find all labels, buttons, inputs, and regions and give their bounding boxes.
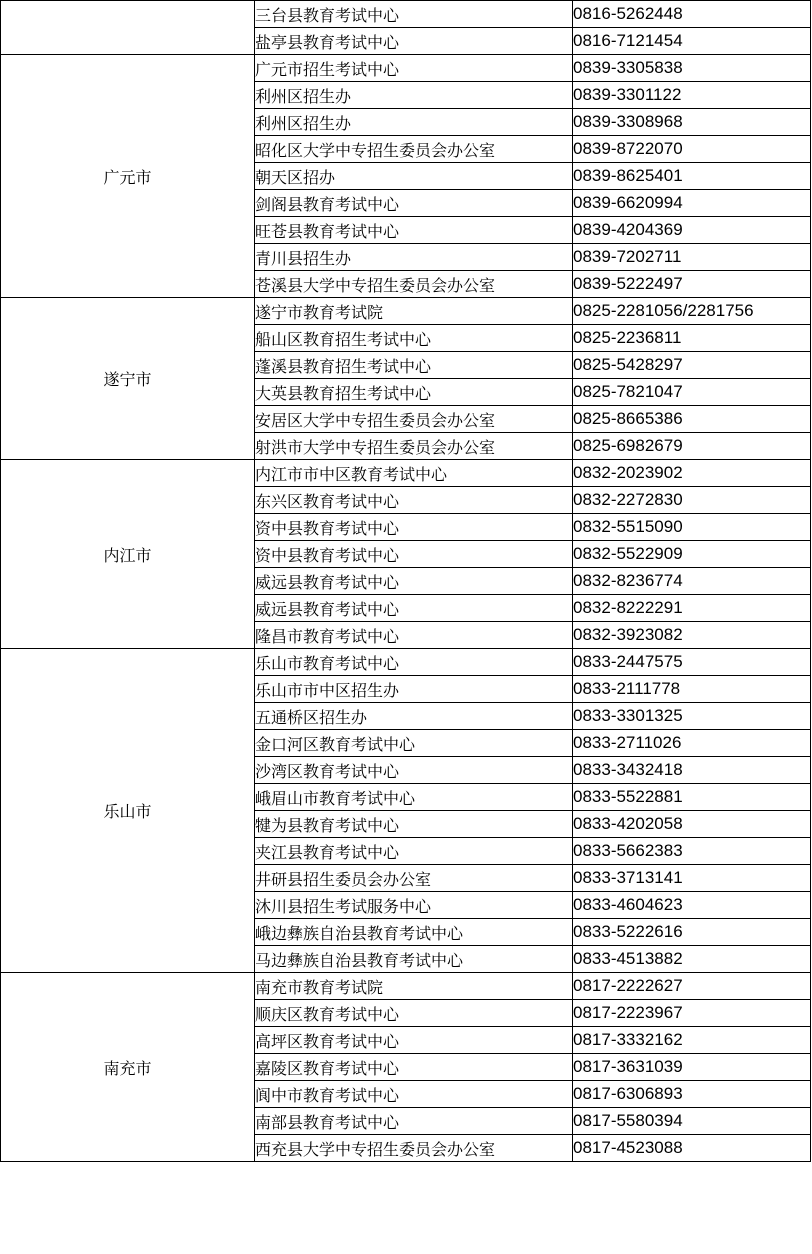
table-row [1, 1, 811, 28]
phone-cell: 0832-2272830 [573, 487, 811, 514]
organization-cell: 利州区招生办 [255, 82, 573, 109]
phone-cell: 0817-2222627 [573, 973, 811, 1000]
phone-cell: 0839-6620994 [573, 190, 811, 217]
phone-cell: 0833-2111778 [573, 676, 811, 703]
organization-cell: 威远县教育考试中心 [255, 595, 573, 622]
organization-cell: 南充市教育考试院 [255, 973, 573, 1000]
phone-cell: 0832-5522909 [573, 541, 811, 568]
organization-cell: 南部县教育考试中心 [255, 1108, 573, 1135]
phone-cell: 0839-4204369 [573, 217, 811, 244]
phone-cell: 0839-3305838 [573, 55, 811, 82]
organization-cell: 资中县教育考试中心 [255, 541, 573, 568]
phone-cell: 0817-4523088 [573, 1135, 811, 1162]
organization-cell: 利州区招生办 [255, 109, 573, 136]
phone-cell: 0832-2023902 [573, 460, 811, 487]
organization-cell: 阆中市教育考试中心 [255, 1081, 573, 1108]
city-cell [1, 1, 255, 55]
table-row [1, 460, 811, 487]
phone-cell: 0816-5262448 [573, 1, 811, 28]
phone-cell: 0833-3713141 [573, 865, 811, 892]
phone-cell: 0825-7821047 [573, 379, 811, 406]
phone-cell: 0839-8722070 [573, 136, 811, 163]
city-cell: 乐山市 [1, 649, 255, 973]
organization-cell: 沙湾区教育考试中心 [255, 757, 573, 784]
phone-cell: 0832-8222291 [573, 595, 811, 622]
organization-cell: 犍为县教育考试中心 [255, 811, 573, 838]
phone-cell: 0817-3631039 [573, 1054, 811, 1081]
phone-cell: 0839-3308968 [573, 109, 811, 136]
phone-cell: 0833-4202058 [573, 811, 811, 838]
table-row [1, 55, 811, 82]
phone-cell: 0839-5222497 [573, 271, 811, 298]
organization-cell: 遂宁市教育考试院 [255, 298, 573, 325]
phone-cell: 0825-8665386 [573, 406, 811, 433]
phone-cell: 0839-8625401 [573, 163, 811, 190]
organization-cell: 资中县教育考试中心 [255, 514, 573, 541]
organization-cell: 苍溪县大学中专招生委员会办公室 [255, 271, 573, 298]
organization-cell: 三台县教育考试中心 [255, 1, 573, 28]
organization-cell: 井研县招生委员会办公室 [255, 865, 573, 892]
table-row [1, 298, 811, 325]
organization-cell: 嘉陵区教育考试中心 [255, 1054, 573, 1081]
organization-cell: 大英县教育招生考试中心 [255, 379, 573, 406]
city-cell: 南充市 [1, 973, 255, 1162]
phone-cell: 0832-3923082 [573, 622, 811, 649]
phone-cell: 0825-6982679 [573, 433, 811, 460]
organization-cell: 朝天区招办 [255, 163, 573, 190]
organization-cell: 蓬溪县教育招生考试中心 [255, 352, 573, 379]
organization-cell: 金口河区教育考试中心 [255, 730, 573, 757]
phone-cell: 0833-5522881 [573, 784, 811, 811]
organization-cell: 峨眉山市教育考试中心 [255, 784, 573, 811]
phone-cell: 0833-4604623 [573, 892, 811, 919]
phone-cell: 0817-6306893 [573, 1081, 811, 1108]
contact-table-body [1, 1, 811, 1162]
organization-cell: 内江市市中区教育考试中心 [255, 460, 573, 487]
organization-cell: 旺苍县教育考试中心 [255, 217, 573, 244]
phone-cell: 0833-2711026 [573, 730, 811, 757]
phone-cell: 0817-3332162 [573, 1027, 811, 1054]
phone-cell: 0833-2447575 [573, 649, 811, 676]
phone-cell: 0833-5662383 [573, 838, 811, 865]
phone-cell: 0833-3301325 [573, 703, 811, 730]
city-cell: 广元市 [1, 55, 255, 298]
phone-cell: 0825-2236811 [573, 325, 811, 352]
organization-cell: 盐亭县教育考试中心 [255, 28, 573, 55]
organization-cell: 威远县教育考试中心 [255, 568, 573, 595]
organization-cell: 夹江县教育考试中心 [255, 838, 573, 865]
organization-cell: 沐川县招生考试服务中心 [255, 892, 573, 919]
organization-cell: 剑阁县教育考试中心 [255, 190, 573, 217]
organization-cell: 乐山市教育考试中心 [255, 649, 573, 676]
phone-cell: 0833-5222616 [573, 919, 811, 946]
organization-cell: 峨边彝族自治县教育考试中心 [255, 919, 573, 946]
organization-cell: 昭化区大学中专招生委员会办公室 [255, 136, 573, 163]
phone-cell: 0817-2223967 [573, 1000, 811, 1027]
organization-cell: 东兴区教育考试中心 [255, 487, 573, 514]
phone-cell: 0816-7121454 [573, 28, 811, 55]
organization-cell: 高坪区教育考试中心 [255, 1027, 573, 1054]
phone-cell: 0833-4513882 [573, 946, 811, 973]
phone-cell: 0832-8236774 [573, 568, 811, 595]
phone-cell: 0832-5515090 [573, 514, 811, 541]
organization-cell: 射洪市大学中专招生委员会办公室 [255, 433, 573, 460]
organization-cell: 西充县大学中专招生委员会办公室 [255, 1135, 573, 1162]
phone-cell: 0825-2281056/2281756 [573, 298, 811, 325]
organization-cell: 顺庆区教育考试中心 [255, 1000, 573, 1027]
organization-cell: 马边彝族自治县教育考试中心 [255, 946, 573, 973]
phone-cell: 0817-5580394 [573, 1108, 811, 1135]
city-cell: 遂宁市 [1, 298, 255, 460]
table-row [1, 973, 811, 1000]
organization-cell: 安居区大学中专招生委员会办公室 [255, 406, 573, 433]
phone-cell: 0839-3301122 [573, 82, 811, 109]
organization-cell: 青川县招生办 [255, 244, 573, 271]
organization-cell: 船山区教育招生考试中心 [255, 325, 573, 352]
phone-cell: 0833-3432418 [573, 757, 811, 784]
organization-cell: 隆昌市教育考试中心 [255, 622, 573, 649]
phone-cell: 0825-5428297 [573, 352, 811, 379]
organization-cell: 广元市招生考试中心 [255, 55, 573, 82]
organization-cell: 乐山市市中区招生办 [255, 676, 573, 703]
phone-cell: 0839-7202711 [573, 244, 811, 271]
organization-cell: 五通桥区招生办 [255, 703, 573, 730]
city-cell: 内江市 [1, 460, 255, 649]
table-row [1, 649, 811, 676]
